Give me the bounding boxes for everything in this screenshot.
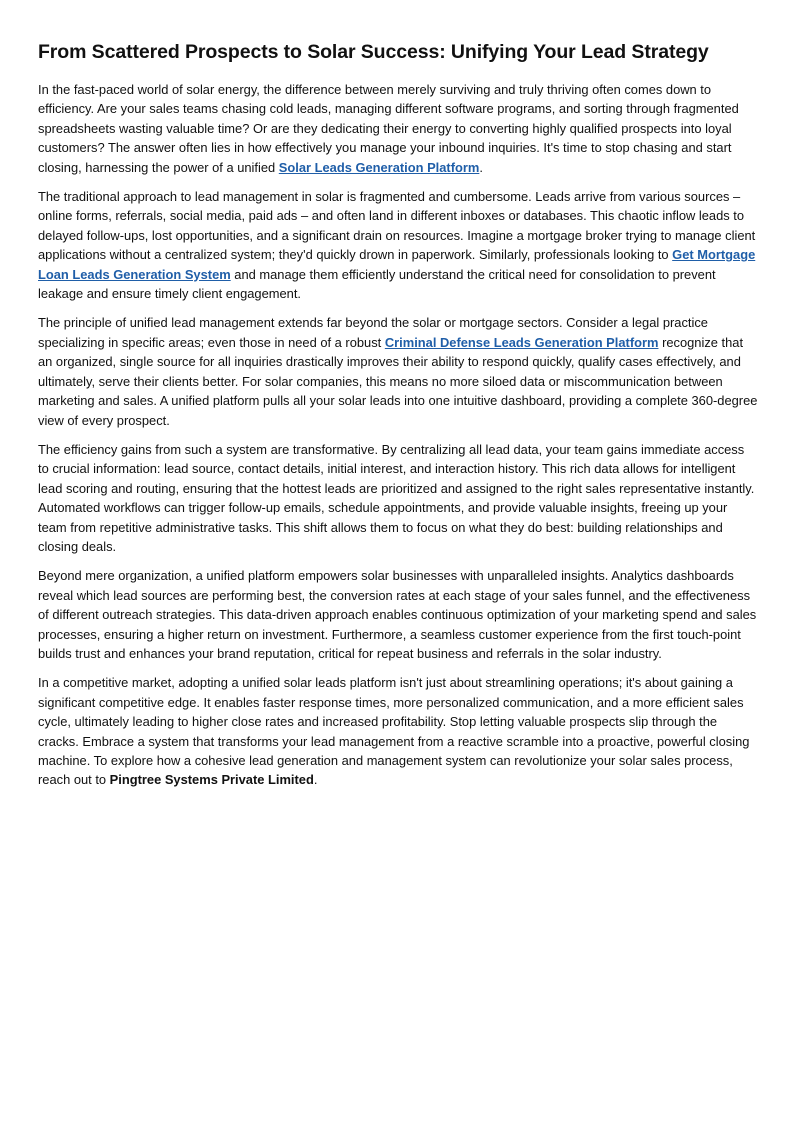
company-name: Pingtree Systems Private Limited	[109, 772, 314, 788]
paragraph-efficiency: The efficiency gains from such a system are transformative. By centralizing all lead data, your team gains immediate access to crucial information: lead source, contact details, initial interest, and interaction history. This rich data allows for intelligent lead scoring and routing, ensuring that the hottest leads are prioritized and assigned to the right sales representative instantly. Automated workflows can trigger follow-up emails, schedule appointments, and provide valuable insights, freeing up your team from repetitive administrative tasks. This shift allows them to focus on what they do best: building relationships and closing deals.	[38, 441, 755, 554]
paragraph-text-after: recognize that an organized, single source for all inquiries drastically improves their ability to respond quickly, qualify cases effectively, and ultimately, serve their clients better. For solar companies, this means no more siloed data or miscommunication between marketing and sales. A unified platform pulls all your solar leads into one intuitive dashboard, providing a complete 360-degree view of every prospect.	[38, 334, 758, 428]
paragraph-text: The principle of unified lead management extends far beyond the solar or mortgage sectors. Consider a legal practice specializing in specific areas; even those in need of a robust	[38, 315, 708, 350]
paragraph-text-after: and manage them efficiently understand the critical need for consolidation to prevent leakage and ensure timely client engagement.	[38, 266, 716, 302]
mortgage-leads-link[interactable]: Get Mortgage Loan Leads Generation System	[38, 247, 756, 282]
paragraph-unified-principle	[38, 313, 758, 429]
article	[38, 38, 758, 800]
criminal-defense-leads-link[interactable]: Criminal Defense Leads Generation Platform	[384, 334, 659, 350]
punctuation: .	[479, 159, 483, 175]
solar-leads-platform-link[interactable]: Solar Leads Generation Platform	[278, 159, 480, 175]
paragraph-intro	[38, 80, 758, 177]
punctuation: .	[313, 772, 318, 788]
paragraph-conclusion	[38, 673, 758, 789]
article-title: From Scattered Prospects to Solar Success: Unifying Your Lead Strategy	[38, 41, 709, 63]
paragraph-traditional-approach	[38, 187, 758, 303]
paragraph-insights: Beyond mere organization, a unified platform empowers solar businesses with unparalleled insights. Analytics dashboards reveal which lead sources are performing best, the conversion rates at each stage of your sales funnel, and the effectiveness of different outreach strategies. This data-driven approach enables continuous optimization of your marketing spend and sales processes, ensuring a higher return on investment. Furthermore, a seamless customer experience from the first touch-point builds trust and enhances your brand reputation, critical for repeat business and referrals in the solar industry.	[38, 568, 757, 661]
paragraph-text: In the fast-paced world of solar energy, the difference between merely surviving and truly thriving often comes down to efficiency. Are your sales teams chasing cold leads, managing different software programs, and sorting through fragmented spreadsheets wasting valuable time? Or are they dedicating their energy to converting highly qualified prospects into loyal customers? The answer often lies in how effectively you manage your inbound inquiries. It's time to stop chasing and start closing, harnessing the power of a unified	[38, 82, 739, 175]
paragraph-text: The traditional approach to lead management in solar is fragmented and cumbersome. Leads arrive from various sources – online forms, referrals, social media, paid ads – and often land in different inboxes or databases. This chaotic inflow leads to delayed follow-ups, lost opportunities, and a significant drain on resources. Imagine a mortgage broker trying to manage client applications without a centralized system; they'd quickly drown in paperwork. Similarly, professionals looking to	[38, 189, 756, 263]
paragraph-text: In a competitive market, adopting a unified solar leads platform isn't just about streamlining operations; it's about gaining a significant competitive edge. It enables faster response times, more personalized communication, and a more efficient sales cycle, ultimately leading to higher close rates and increased profitability. Stop letting valuable prospects slip through the cracks. Embrace a system that transforms your lead management from a reactive scramble into a proactive, powerful closing machine. To explore how a cohesive lead generation and management system can revolutionize your solar sales process, reach out to	[38, 675, 750, 788]
